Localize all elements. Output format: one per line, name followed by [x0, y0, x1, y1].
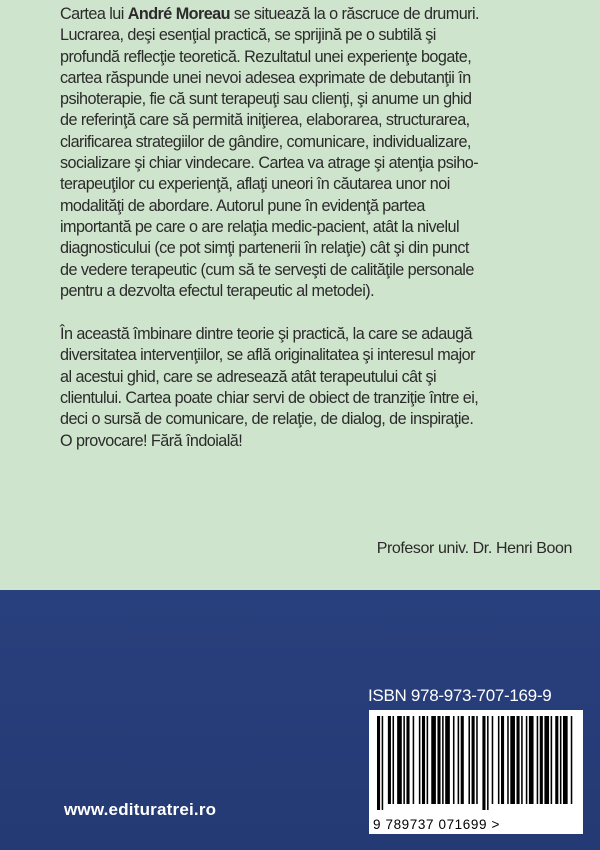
- blurb-line: clarificarea strategiilor de gândire, comunicare, individualizare,: [60, 132, 471, 151]
- barcode-digits: 9 789737 071699 >: [373, 817, 500, 832]
- barcode-arrow: >: [491, 817, 500, 832]
- barcode-bar: [537, 716, 539, 804]
- barcode-bar: [397, 716, 402, 804]
- blurb-line: modalităţi de abordare. Autorul pune în evidenţă partea: [60, 196, 425, 215]
- blurb-line: diagnosticului (ce pot simţi partenerii în relaţie) cât şi din punct: [60, 239, 469, 258]
- barcode-bar: [476, 716, 478, 804]
- barcode-bar: [388, 716, 391, 804]
- blurb-paragraph-1: [60, 4, 584, 302]
- blurb-line: de referinţă care să permită iniţierea, elaborarea, structurarea,: [60, 111, 470, 130]
- barcode-bar: [413, 716, 415, 804]
- blurb-line: În această îmbinare dintre teorie şi practică, la care se adaugă: [60, 325, 473, 344]
- barcode-bar: [563, 716, 568, 804]
- barcode-bar: [492, 716, 494, 804]
- isbn-label: ISBN 978-973-707-169-9: [368, 686, 552, 705]
- blurb-line: al acestui ghid, care se adresează atât terapeutului cât şi: [60, 367, 437, 386]
- barcode-bar: [540, 716, 543, 804]
- barcode-bar: [526, 716, 528, 804]
- back-cover-blurb: [60, 4, 584, 452]
- barcode-bar: [560, 716, 562, 804]
- blurb-line: Lucrarea, deşi esenţial practică, se sprijină pe o subtilă şi: [60, 26, 436, 45]
- barcode-bar: [419, 716, 421, 804]
- barcode-bar: [521, 716, 523, 804]
- barcode-bar: [487, 716, 489, 810]
- barcode-bar: [422, 716, 425, 804]
- barcode-bar: [393, 716, 395, 804]
- barcode-bar: [406, 716, 409, 804]
- barcode-bar: [510, 716, 515, 804]
- barcode-bar: [571, 716, 573, 804]
- barcode-bar: [431, 716, 436, 804]
- publisher-website: www.edituratrei.ro: [64, 800, 217, 819]
- blurb-line: terapeuţilor cu experienţă, aflaţi uneori în căutarea unor noi: [60, 175, 450, 194]
- barcode-bar: [482, 716, 485, 810]
- blurb-signature: Profesor univ. Dr. Henri Boon: [376, 540, 572, 557]
- barcode-bar: [403, 716, 405, 804]
- barcode-bar: [507, 716, 509, 804]
- barcode-bar: [501, 716, 504, 804]
- isbn-barcode: [369, 710, 583, 834]
- barcode-bar: [468, 716, 470, 804]
- barcode-bar: [555, 716, 558, 804]
- blurb-line: O provocare! Fără îndoială!: [60, 431, 243, 450]
- barcode-bar: [427, 716, 429, 804]
- barcode-bar: [529, 716, 534, 804]
- blurb-line: profundă reflecţie teoretică. Rezultatul unei experienţe bogate,: [60, 47, 472, 66]
- blurb-line: psihoterapie, fie că sunt terapeuţi sau clienţi, şi anume un ghid: [60, 90, 472, 109]
- barcode-bar: [517, 716, 520, 804]
- barcode-bar: [472, 716, 475, 804]
- blurb-line: importantă pe care o are relaţia medic-pacient, atât la nivelul: [60, 217, 460, 236]
- barcode-bar: [437, 716, 440, 804]
- author-name: André Moreau: [127, 5, 230, 23]
- barcode-bar: [377, 716, 380, 810]
- barcode-bar: [382, 716, 384, 810]
- barcode-bar: [453, 716, 455, 804]
- barcode-bar: [461, 716, 464, 804]
- blurb-line: pentru a dezvolta efectul terapeutic al metodei).: [60, 281, 375, 300]
- blurb-line: Cartea lui André Moreau se situează la o răscruce de drumuri.: [60, 5, 479, 23]
- barcode-bar: [544, 716, 549, 804]
- barcode-bar: [498, 716, 500, 804]
- blurb-line: socializare şi chiar vindecare. Cartea va atrage şi atenţia psiho-: [60, 154, 479, 173]
- barcode-bar: [551, 716, 553, 804]
- blurb-paragraph-2: [60, 324, 584, 452]
- barcode-bar: [458, 716, 460, 804]
- barcode-bar: [445, 716, 450, 804]
- barcode-bars-graphic: [375, 716, 577, 810]
- blurb-line: deci o sursă de comunicare, de relaţie, de dialog, de inspiraţie.: [60, 410, 474, 429]
- blurb-line: de vedere terapeutic (cum să te serveşti de calităţile personale: [60, 260, 474, 279]
- blurb-line: cartea răspunde unei nevoi adesea exprimate de debutanţii în: [60, 68, 471, 87]
- barcode-bar: [442, 716, 444, 804]
- blurb-line: diversitatea intervenţiilor, se află originalitatea şi interesul major: [60, 346, 475, 365]
- blurb-line: clientului. Cartea poate chiar servi de obiect de tranziţie între ei,: [60, 389, 479, 408]
